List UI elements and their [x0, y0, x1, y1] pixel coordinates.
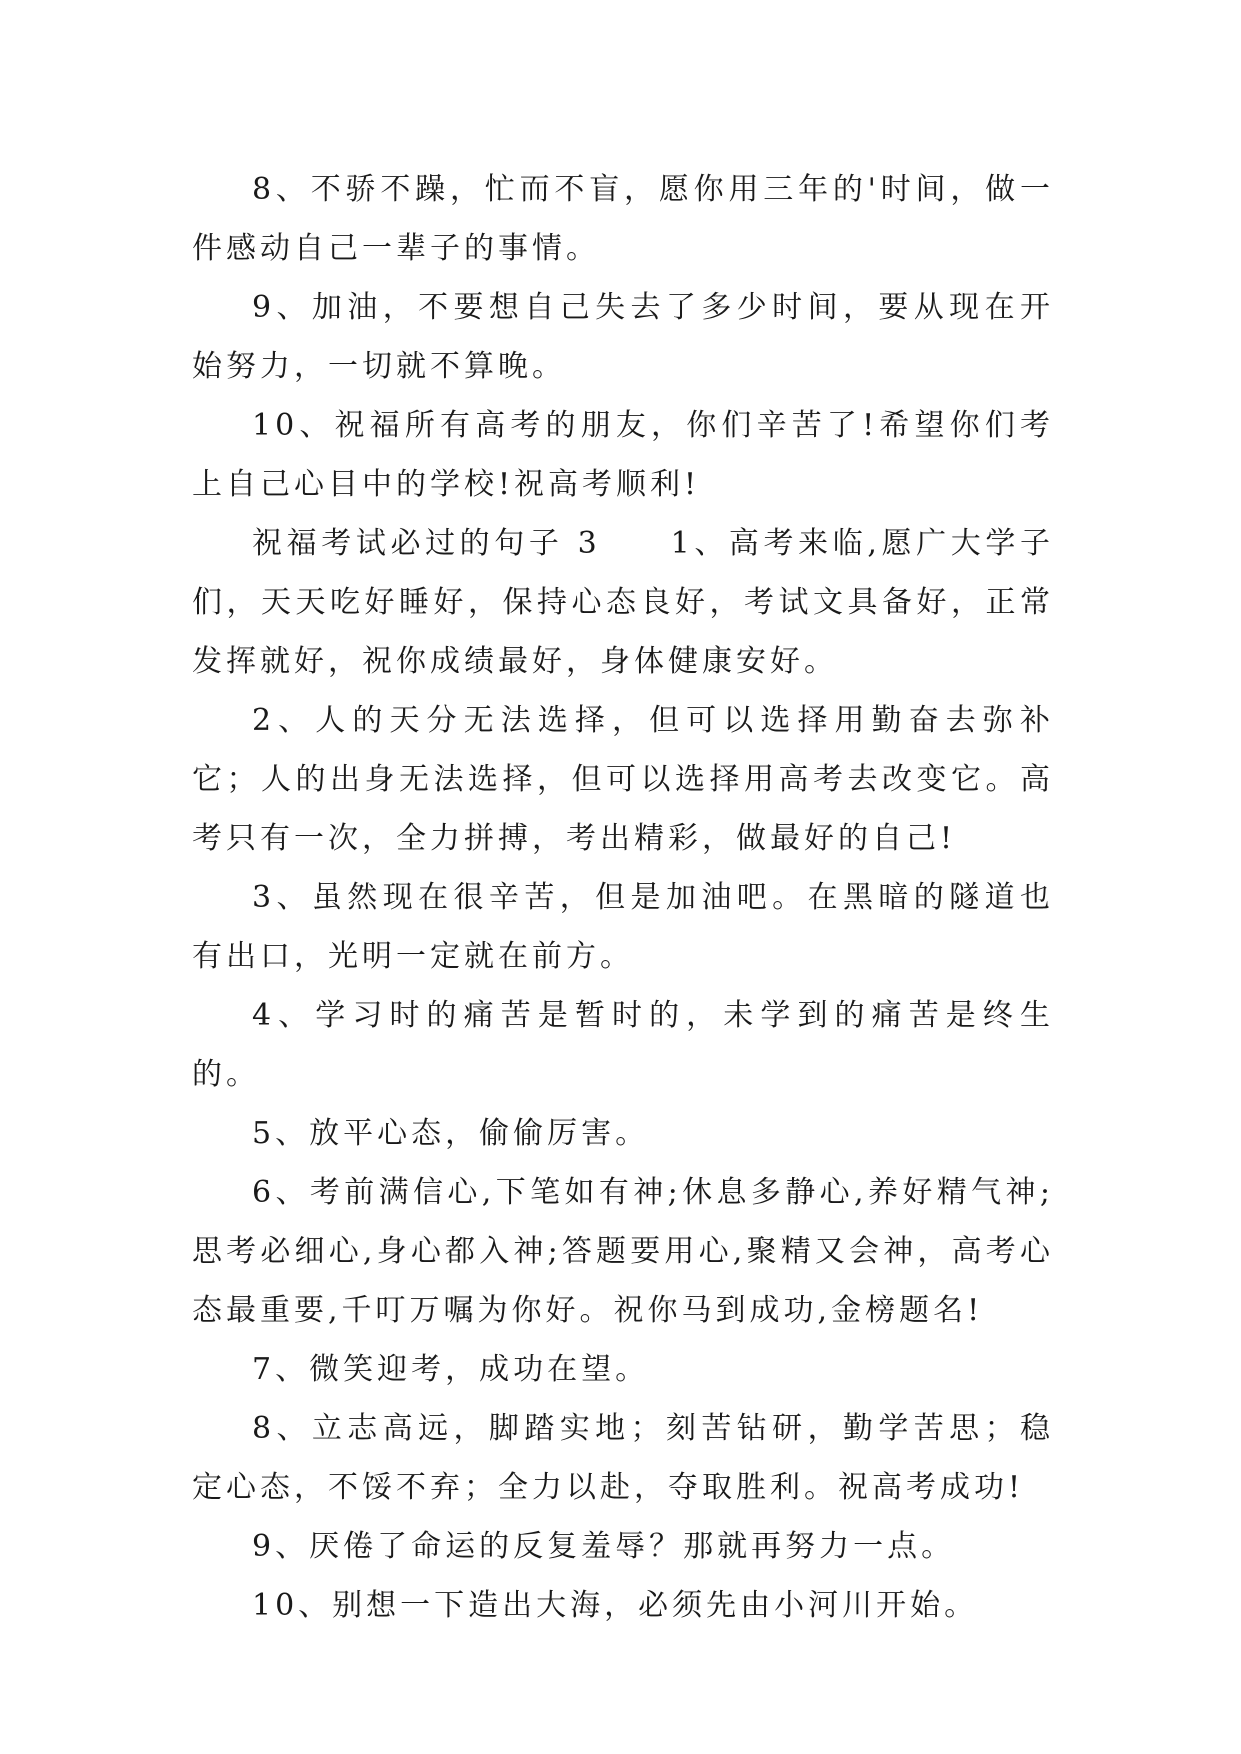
paragraph-11: 8、立志高远，脚踏实地；刻苦钻研，勤学苦思；稳定心态，不馁不弃；全力以赴，夺取胜利。祝高考成功!	[192, 1411, 1054, 1505]
paragraph-1: 8、不骄不躁，忙而不盲，愿你用三年的'时间，做一件感动自己一辈子的事情。	[192, 172, 1054, 266]
paragraph-3: 10、祝福所有高考的朋友，你们辛苦了!希望你们考上自己心目中的学校!祝高考顺利!	[192, 408, 1054, 502]
paragraph-12: 9、厌倦了命运的反复羞辱？那就再努力一点。	[252, 1529, 956, 1564]
paragraph-8: 5、放平心态，偷偷厉害。	[252, 1116, 650, 1151]
paragraph-6: 3、虽然现在很辛苦，但是加油吧。在黑暗的隧道也有出口，光明一定就在前方。	[192, 880, 1054, 974]
document-page	[192, 160, 1054, 1635]
paragraph-4: 祝福考试必过的句子 3 1、高考来临,愿广大学子们，天天吃好睡好，保持心态良好，考试文具备好，正常发挥就好，祝你成绩最好，身体健康安好。	[192, 526, 1054, 679]
paragraph-13: 10、别想一下造出大海，必须先由小河川开始。	[252, 1588, 979, 1623]
paragraph-10: 7、微笑迎考，成功在望。	[252, 1352, 650, 1387]
paragraph-2: 9、加油，不要想自己失去了多少时间，要从现在开始努力，一切就不算晚。	[192, 290, 1054, 384]
paragraph-5: 2、人的天分无法选择，但可以选择用勤奋去弥补它；人的出身无法选择，但可以选择用高考去改变它。高考只有一次，全力拼搏，考出精彩，做最好的自己!	[192, 703, 1054, 856]
paragraph-9: 6、考前满信心,下笔如有神;休息多静心,养好精气神;思考必细心,身心都入神;答题要用心,聚精又会神，高考心态最重要,千叮万嘱为你好。祝你马到成功,金榜题名!	[192, 1175, 1054, 1328]
paragraph-7: 4、学习时的痛苦是暂时的，未学到的痛苦是终生的。	[192, 998, 1054, 1092]
